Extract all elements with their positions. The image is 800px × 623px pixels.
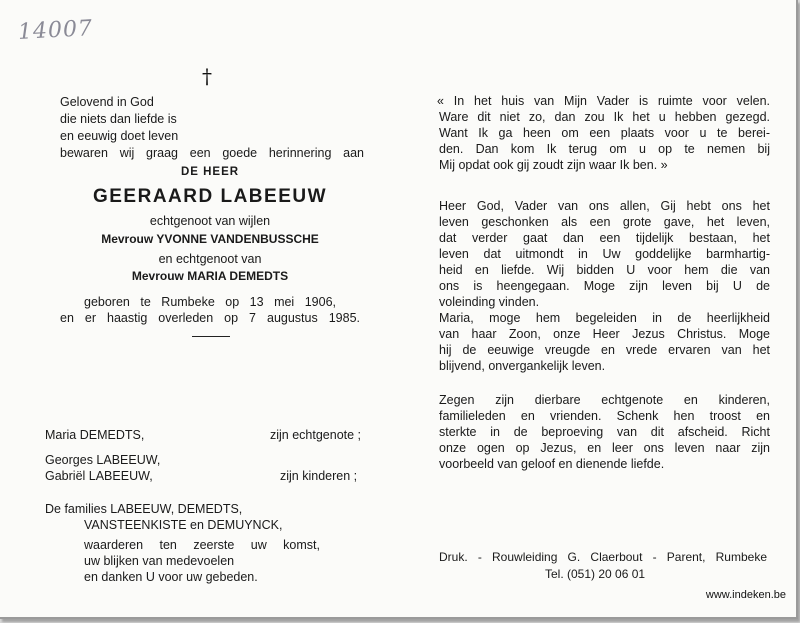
prayer-line-5: heid en liefde. Wij bidden U voor hem die van xyxy=(439,263,770,277)
family-child-1: Georges LABEEUW, xyxy=(45,453,161,467)
intro-line-2: die niets dan liefde is xyxy=(60,112,177,126)
quote-line-2: Ware dit niet zo, dan zou Ik het u hebben gezegd. xyxy=(439,110,770,124)
title: DE HEER xyxy=(180,166,240,178)
divider xyxy=(192,336,230,337)
watermark: www.indeken.be xyxy=(705,589,786,601)
handwritten-number: 14007 xyxy=(17,16,94,45)
printer-line: Druk. - Rouwleiding G. Claerbout - Parent, Rumbeke xyxy=(439,550,767,564)
family-spouse-name: Maria DEMEDTS, xyxy=(45,428,145,442)
spouse1: Mevrouw YVONNE VANDENBUSSCHE xyxy=(101,232,319,246)
blessing-line-4: onze ogen op Jezus, en leer ons leven naar zijn xyxy=(439,441,770,455)
intro-line-4: bewaren wij graag een goede herinnering aan xyxy=(60,146,364,160)
family-children-role: zijn kinderen ; xyxy=(280,469,358,483)
spouse2: Mevrouw MARIA DEMEDTS xyxy=(131,269,289,283)
thanks-line-1: waarderen ten zeerste uw komst, xyxy=(84,538,320,552)
prayer-line-10: hij de eeuwige vreugde en vrede ervaren van het xyxy=(439,343,770,357)
deceased-name: GEERAARD LABEEUW xyxy=(92,186,328,207)
blessing-line-2: familieleden en vrienden. Schenk hen troost en xyxy=(439,409,770,423)
quote-line-3: Want Ik ga heen om een plaats voor u te berei- xyxy=(439,126,770,140)
prayer-line-3: dat verder gaat dan een tijdelijk bestaan, het xyxy=(439,231,770,245)
families-line-1: De families LABEEUW, DEMEDTS, xyxy=(45,502,243,516)
blessing-line-3: sterkte in de beproeving van dit afscheid. Richt xyxy=(439,425,770,439)
spouse1-intro: echtgenoot van wijlen xyxy=(149,214,271,228)
prayer-line-9: van haar Zoon, onze Heer Jezus Christus. Moge xyxy=(439,327,770,341)
intro-line-3: en eeuwig doet leven xyxy=(60,129,179,143)
prayer-line-8: Maria, moge hem begeleiden in de heerlijkheid xyxy=(439,311,770,325)
families-line-2: VANSTEENKISTE en DEMUYNCK, xyxy=(84,518,283,532)
blessing-line-5: voorbeeld van geloof en dienende liefde. xyxy=(439,457,665,471)
prayer-line-1: Heer God, Vader van ons allen, Gij hebt ons het xyxy=(439,199,770,213)
quote-line-4: den. Dan kom Ik terug om u op te nemen bij xyxy=(439,142,770,156)
printer-phone: Tel. (051) 20 06 01 xyxy=(545,567,646,581)
quote-line-1: « In het huis van Mijn Vader is ruimte voor velen. xyxy=(437,94,770,108)
quote-line-5: Mij opdat ook gij zoudt zijn waar Ik ben. » xyxy=(439,158,668,172)
cross-icon: † xyxy=(202,64,212,88)
prayer-line-4: leven dat uitmondt in Uw goddelijke barmhartig- xyxy=(439,247,770,261)
prayer-line-11: blijvend, onvergankelijk leven. xyxy=(439,359,606,373)
birth-line: geboren te Rumbeke op 13 mei 1906, xyxy=(84,295,336,309)
thanks-line-3: en danken U voor uw gebeden. xyxy=(84,570,258,584)
prayer-line-2: leven geschonken als een grote gave, het leven, xyxy=(439,215,770,229)
thanks-line-2: uw blijken van medevoelen xyxy=(84,554,235,568)
death-line: en er haastig overleden op 7 augustus 1985. xyxy=(60,311,360,325)
prayer-line-7: voleinding vinden. xyxy=(439,295,540,309)
prayer-line-6: ons is heengegaan. Moge zijn leven bij U de xyxy=(439,279,770,293)
blessing-line-1: Zegen zijn dierbare echtgenote en kinderen, xyxy=(439,393,770,407)
family-child-2: Gabriël LABEEUW, xyxy=(45,469,153,483)
spouse2-intro: en echtgenoot van xyxy=(158,252,262,266)
family-spouse-role: zijn echtgenote ; xyxy=(270,428,362,442)
intro-line-1: Gelovend in God xyxy=(60,95,154,109)
